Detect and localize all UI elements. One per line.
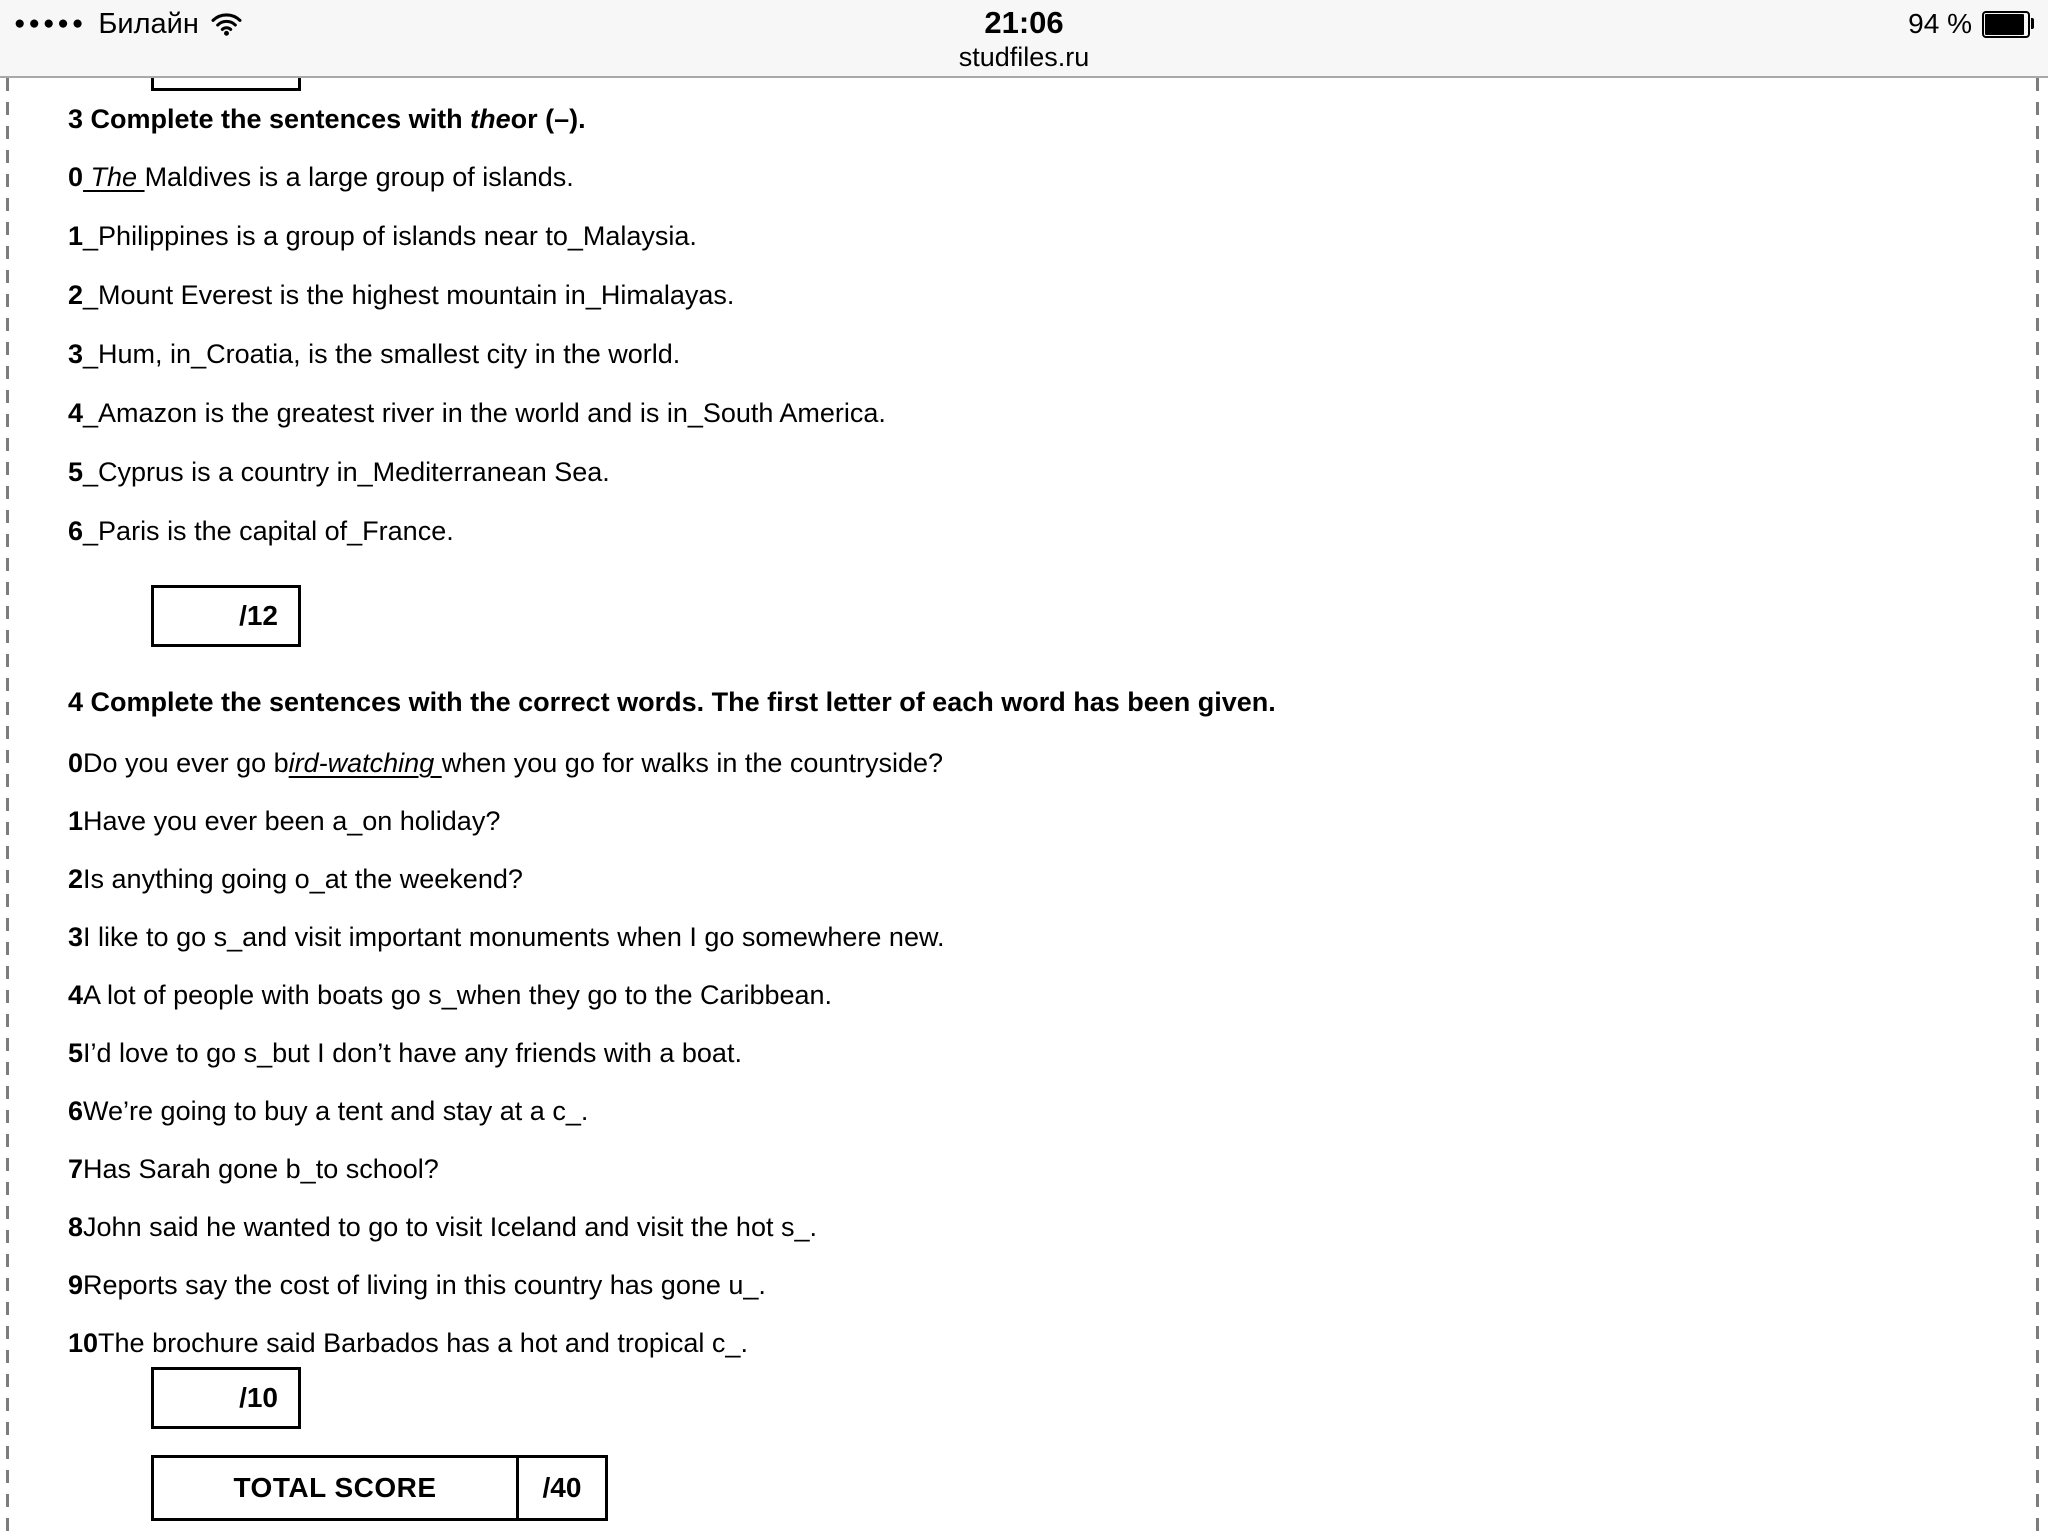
text-segment: John said he wanted to go to visit Iceland and visit the hot s_. — [83, 1212, 817, 1242]
text-segment: Reports say the cost of living in this country has gone u_. — [83, 1270, 766, 1300]
text-segment: Is anything going o_at the weekend? — [83, 864, 523, 894]
text-segment: We’re going to buy a tent and stay at a c_. — [83, 1096, 589, 1126]
exercise4-heading — [68, 685, 1968, 719]
sentence-item-1 — [68, 804, 2048, 838]
browser-url-label[interactable]: studfiles.ru — [958, 42, 1090, 72]
item-number: 3 — [68, 339, 84, 369]
sentence-item-4 — [68, 396, 2048, 430]
text-segment: when you go for walks in the countryside? — [441, 748, 943, 778]
sentence-item-2 — [68, 278, 2048, 312]
sentence-item-6 — [68, 1094, 2048, 1128]
battery-icon — [1982, 11, 2030, 38]
sentence-item-0 — [68, 160, 2048, 194]
sentence-item-9 — [68, 1268, 2048, 1302]
text-segment: the — [470, 104, 511, 134]
exercise3-score-box — [151, 585, 301, 647]
page-right-dashed-edge — [2036, 78, 2039, 1536]
signal-strength-dots: ●●●●● — [14, 13, 87, 34]
sentence-item-10 — [68, 1326, 2048, 1360]
sentence-item-2 — [68, 862, 2048, 896]
sentence-item-1 — [68, 219, 2048, 253]
text-segment: _Philippines is a group of islands near to_Malaysia. — [83, 221, 697, 251]
exercise3-heading — [68, 102, 1968, 136]
sentence-item-5 — [68, 1036, 2048, 1070]
total-score-value-cell — [519, 1458, 605, 1518]
sentence-item-3 — [68, 337, 2048, 371]
item-number: 8 — [68, 1212, 84, 1242]
total-score-value: /40 — [542, 1472, 582, 1503]
sentence-item-7 — [68, 1152, 2048, 1186]
text-segment: The brochure said Barbados has a hot and tropical c_. — [98, 1328, 748, 1358]
text-segment: _Amazon is the greatest river in the world and is in_South America. — [83, 398, 886, 428]
text-segment: Maldives is a large group of islands. — [144, 162, 574, 192]
item-number: 0 — [68, 748, 84, 778]
item-number: 7 — [68, 1154, 84, 1184]
battery-fill — [1985, 14, 2024, 35]
text-segment: I like to go s_and visit important monuments when I go somewhere new. — [83, 922, 945, 952]
item-number: 1 — [68, 221, 84, 251]
text-segment: 3 Complete the sentences with — [68, 104, 471, 134]
item-number: 2 — [68, 864, 84, 894]
item-number: 5 — [68, 457, 84, 487]
text-segment: Do you ever go b — [83, 748, 289, 778]
text-segment: Has Sarah gone b_to school? — [83, 1154, 439, 1184]
total-score-table — [151, 1455, 608, 1521]
sentence-item-4 — [68, 978, 2048, 1012]
text-segment: ird-watching — [288, 748, 442, 778]
item-number: 1 — [68, 806, 84, 836]
item-number: 3 — [68, 922, 84, 952]
text-segment: _Hum, in_Croatia, is the smallest city in the world. — [83, 339, 681, 369]
text-segment: 4 Complete the sentences with the correct words. The first letter of each word has been given. — [68, 687, 1276, 717]
text-segment: _Cyprus is a country in_Mediterranean Sea. — [83, 457, 610, 487]
item-number: 2 — [68, 280, 84, 310]
text-segment: or (–). — [510, 104, 586, 134]
carrier-label: Билайн — [98, 7, 199, 40]
previous-exercise-score-box-partial — [151, 78, 301, 91]
text-segment: _Paris is the capital of_France. — [83, 516, 454, 546]
exercise4-score-box — [151, 1367, 301, 1429]
sentence-item-5 — [68, 455, 2048, 489]
item-number: 6 — [68, 516, 84, 546]
status-bar — [0, 0, 2048, 78]
sentence-item-0 — [68, 746, 2048, 780]
item-number: 5 — [68, 1038, 84, 1068]
text-segment: A lot of people with boats go s_when they go to the Caribbean. — [83, 980, 833, 1010]
sentence-item-3 — [68, 920, 2048, 954]
text-segment: I’d love to go s_but I don’t have any friends with a boat. — [83, 1038, 742, 1068]
clock: 21:06 — [984, 5, 1064, 40]
battery-nub — [2031, 18, 2034, 29]
exercise3-score-label: /12 — [239, 600, 278, 631]
sentence-item-8 — [68, 1210, 2048, 1244]
exercise3-items — [0, 160, 2048, 548]
item-number: 4 — [68, 980, 84, 1010]
text-segment: Have you ever been a_on holiday? — [83, 806, 501, 836]
battery-percent-label: 94 % — [1908, 8, 1972, 39]
battery-cluster — [1908, 8, 2030, 40]
item-number: 6 — [68, 1096, 84, 1126]
item-number: 9 — [68, 1270, 84, 1300]
worksheet-page — [0, 78, 2048, 1536]
item-number: 10 — [68, 1328, 99, 1358]
total-score-label-cell — [154, 1458, 519, 1518]
exercise4-score-label: /10 — [239, 1382, 278, 1413]
text-segment: _Mount Everest is the highest mountain in_Himalayas. — [83, 280, 735, 310]
item-number: 4 — [68, 398, 84, 428]
sentence-item-6 — [68, 514, 2048, 548]
text-segment: The — [83, 162, 145, 192]
total-score-label: TOTAL SCORE — [233, 1472, 437, 1503]
item-number: 0 — [68, 162, 84, 192]
exercise4-items — [0, 746, 2048, 1360]
page-left-dashed-edge — [6, 78, 9, 1536]
